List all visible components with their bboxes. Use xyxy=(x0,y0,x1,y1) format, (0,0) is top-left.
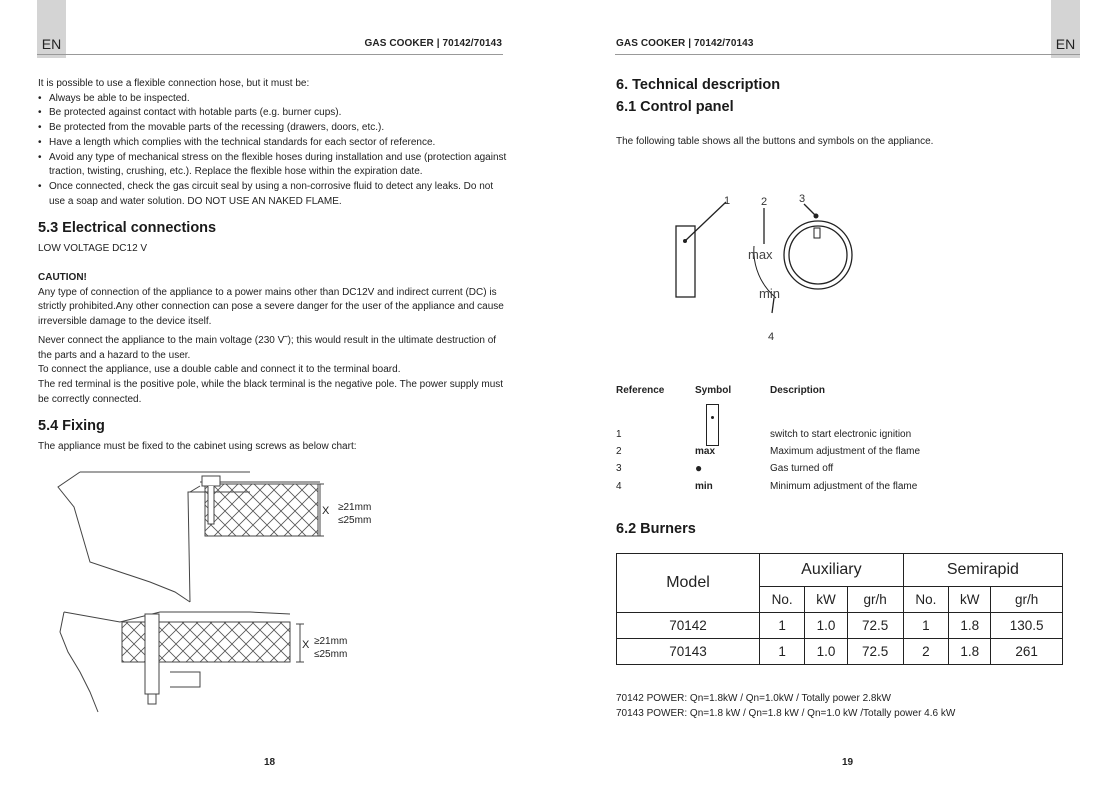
right-page xyxy=(558,0,1117,793)
left-page xyxy=(0,0,558,793)
table-cell: 130.5 xyxy=(991,613,1063,639)
table-subheader: No. xyxy=(903,587,948,613)
table-subheader: No. xyxy=(760,587,805,613)
table-cell: 2 xyxy=(903,639,948,665)
ref-header-reference: Reference xyxy=(616,385,665,396)
ref-cell: 4 xyxy=(616,481,622,492)
bullet-item: • Always be able to be inspected. xyxy=(38,92,508,107)
table-cell: 1.8 xyxy=(949,613,991,639)
hose-bullet-list xyxy=(38,92,508,210)
callout-1: 1 xyxy=(724,195,731,207)
low-voltage-label: LOW VOLTAGE DC12 V xyxy=(38,243,148,254)
table-cell: 1 xyxy=(903,613,948,639)
section-5-3-heading: 5.3 Electrical connections xyxy=(38,220,217,236)
dimension-max: ≤25mm xyxy=(338,515,372,526)
ref-cell: 2 xyxy=(616,446,622,457)
table-subheader: gr/h xyxy=(991,587,1063,613)
caution-paragraph: To connect the appliance, use a double cable and connect it to the terminal board. xyxy=(38,364,401,376)
language-tab-label: EN xyxy=(1055,36,1076,52)
language-tab xyxy=(1051,0,1080,58)
ref-header-symbol: Symbol xyxy=(695,385,732,396)
dimension-min: ≥21mm xyxy=(314,636,348,647)
desc-cell: Minimum adjustment of the flame xyxy=(770,481,918,492)
ref-cell: 3 xyxy=(616,463,622,474)
table-row xyxy=(617,613,1063,639)
symbol-cell: ● xyxy=(695,461,703,475)
desc-cell: Gas turned off xyxy=(770,463,834,474)
bullet-item: • Once connected, check the gas circuit seal by using a non-corrosive fluid to detect any leaks. Do not use a soap and water solution. DO NOT USE AN NAKED FLAME. xyxy=(38,180,508,209)
power-note-70143: 70143 POWER: Qn=1.8 kW / Qn=1.8 kW / Qn=1.0 kW /Totally power 4.6 kW xyxy=(616,708,956,719)
burner-knob-outer xyxy=(784,221,852,289)
page-number: 18 xyxy=(264,757,276,768)
caution-paragraph: Any type of connection of the appliance to a power mains other than DC12V and indirect current (DC) is strictly prohibited.Any other connection can pose a severe danger for the user of the appliance and cause irreversible damage to the device itself. xyxy=(38,286,504,328)
power-note-70142: 70142 POWER: Qn=1.8kW / Qn=1.0kW / Totally power 2.8kW xyxy=(616,693,891,704)
symbol-cell: max xyxy=(695,446,716,457)
table-subheader: gr/h xyxy=(847,587,903,613)
fixing-diagram xyxy=(50,462,410,722)
page-number: 19 xyxy=(842,757,854,768)
table-cell: 72.5 xyxy=(847,639,903,665)
dimension-label-x: X xyxy=(322,505,330,517)
callout-4: 4 xyxy=(768,331,775,343)
bullet-item: • Have a length which complies with the technical standards for each sector of reference. xyxy=(38,136,508,151)
table-cell: 1.8 xyxy=(949,639,991,665)
dimension-min: ≥21mm xyxy=(338,502,372,513)
caution-block xyxy=(38,271,508,407)
table-subheader: kW xyxy=(949,587,991,613)
caution-paragraph: The red terminal is the positive pole, while the black terminal is the negative pole. The power supply must be correctly connected. xyxy=(38,378,504,405)
table-cell: 261 xyxy=(991,639,1063,665)
ref-header-description: Description xyxy=(770,385,826,396)
table-header-semirapid: Semirapid xyxy=(903,554,1062,587)
ignition-button-shape xyxy=(676,226,695,297)
table-cell: 1 xyxy=(760,639,805,665)
table-cell: 1.0 xyxy=(805,613,847,639)
section-6-2-heading: 6.2 Burners xyxy=(616,521,696,537)
callout-3: 3 xyxy=(799,193,806,205)
bullet-item: • Be protected against contact with hotable parts (e.g. burner cups). xyxy=(38,106,508,121)
ignition-symbol-icon xyxy=(706,404,719,446)
hose-intro: It is possible to use a flexible connection hose, but it must be: xyxy=(38,78,310,89)
desc-cell: Maximum adjustment of the flame xyxy=(770,446,921,457)
burners-table xyxy=(616,553,1063,665)
language-tab-label: EN xyxy=(41,36,62,52)
section-5-4-heading: 5.4 Fixing xyxy=(38,418,105,434)
language-tab xyxy=(37,0,66,58)
symbol-cell: min xyxy=(695,481,713,492)
ref-cell: 1 xyxy=(616,429,622,440)
callout-2: 2 xyxy=(761,196,768,208)
dimension-max: ≤25mm xyxy=(314,649,348,660)
fixing-view-bottom xyxy=(60,612,304,712)
desc-cell: switch to start electronic ignition xyxy=(770,429,912,440)
hose-requirements xyxy=(38,77,508,209)
max-label: max xyxy=(748,247,773,262)
min-label: min xyxy=(759,286,780,301)
header-rule xyxy=(615,54,1080,55)
fixing-view-top xyxy=(58,472,324,602)
table-subheader: kW xyxy=(805,587,847,613)
fixing-text: The appliance must be fixed to the cabinet using screws as below chart: xyxy=(38,441,357,452)
control-panel-text: The following table shows all the buttons and symbols on the appliance. xyxy=(616,136,934,147)
table-cell: 72.5 xyxy=(847,613,903,639)
table-cell: 70142 xyxy=(617,613,760,639)
table-cell: 70143 xyxy=(617,639,760,665)
caution-label: CAUTION! xyxy=(38,272,87,283)
off-dot-icon xyxy=(814,214,819,219)
dimension-label-x: X xyxy=(302,639,310,651)
table-cell: 1.0 xyxy=(805,639,847,665)
section-6-heading: 6. Technical description xyxy=(616,77,781,93)
table-header-model: Model xyxy=(617,554,760,613)
burner-knob-inner xyxy=(789,226,847,284)
table-cell: 1 xyxy=(760,613,805,639)
header-rule xyxy=(37,54,503,55)
bullet-item: • Be protected from the movable parts of the recessing (drawers, doors, etc.). xyxy=(38,121,508,136)
running-header: GAS COOKER | 70142/70143 xyxy=(364,38,502,49)
table-row xyxy=(617,639,1063,665)
caution-paragraph: Never connect the appliance to the main voltage (230 V˜); this would result in the ultimate destruction of the parts and a hazard to the user. xyxy=(38,334,497,361)
table-header-auxiliary: Auxiliary xyxy=(760,554,904,587)
control-panel-diagram xyxy=(668,188,868,353)
section-6-1-heading: 6.1 Control panel xyxy=(616,99,734,115)
bullet-item: • Avoid any type of mechanical stress on the flexible hoses during installation and use (protection against traction, twisting, crushing, etc.). Replace the flexible hose within the expiration date. xyxy=(38,151,508,180)
running-header: GAS COOKER | 70142/70143 xyxy=(616,38,754,49)
